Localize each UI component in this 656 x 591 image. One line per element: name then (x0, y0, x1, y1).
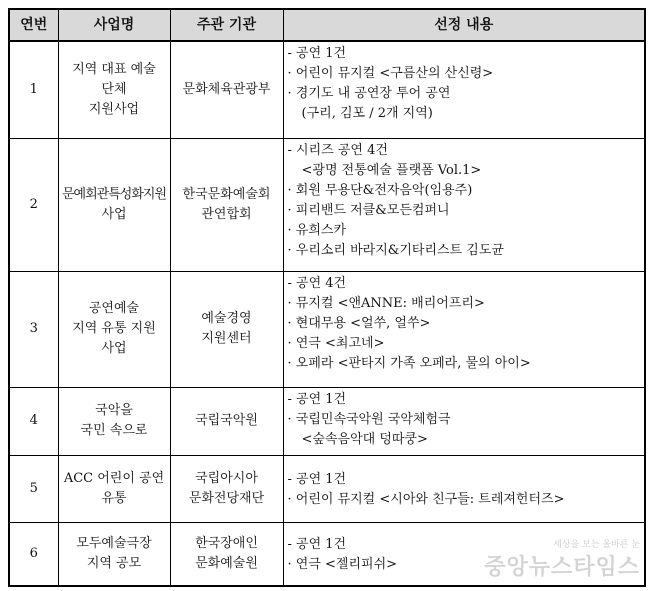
header-selection: 선정 내용 (283, 9, 645, 41)
detail-line: - 공연 1건 (287, 391, 347, 407)
project-line: 지역 대표 예술 (72, 61, 156, 77)
organizer (170, 522, 283, 586)
detail-line: · 어린이 뮤지컬 <시아와 친구들: 트레져헌터즈> (287, 491, 565, 507)
watermark-brand: 중앙뉴스타임스 (484, 555, 640, 580)
news-watermark (484, 537, 640, 581)
detail-line: · 우리소리 바라지&기타리스트 김도균 (287, 242, 504, 258)
detail-line: - 공연 1건 (287, 46, 347, 61)
organizer-line: 관연합회 (201, 206, 252, 222)
organizer-line: 한국장애인 (195, 535, 258, 551)
table-row (9, 41, 645, 138)
row-number: 3 (9, 271, 58, 387)
selection-details (283, 41, 645, 138)
project-line: 단체 (101, 81, 127, 97)
selection-details (283, 271, 645, 387)
detail-line: - 시리즈 공연 4건 (287, 142, 388, 158)
project-line: ACC 어린이 공연 (63, 470, 165, 486)
header-organization: 주관 기관 (170, 9, 283, 41)
organizer-line: 국립국악원 (195, 413, 258, 428)
detail-line: - 공연 1건 (287, 536, 347, 552)
selection-details (283, 138, 645, 271)
organizer (170, 138, 283, 271)
organizer-line: 국립아시아 (195, 470, 258, 486)
detail-line: (구리, 김포 / 2개 지역) (301, 106, 433, 121)
detail-line: · 국립민속국악원 국악체험극 (287, 411, 451, 427)
project-line: 사업 (101, 206, 127, 222)
table-row (9, 387, 645, 455)
organizer (170, 41, 283, 138)
detail-line: <광명 전통예술 플랫폼 Vol.1> (301, 162, 482, 178)
organizer (170, 271, 283, 387)
project-line: 유통 (101, 490, 127, 506)
table-header-row (9, 9, 645, 41)
project-name (58, 387, 170, 455)
detail-line: - 공연 1건 (287, 471, 347, 487)
project-line: 지원사업 (88, 101, 140, 117)
organizer-line: 지원센터 (201, 331, 252, 346)
detail-line: · 연극 <최고네> (287, 335, 385, 351)
watermark-slogan: 세상을 보는 올바른 눈 (553, 540, 640, 550)
organizer-line: 문화전당재단 (188, 490, 265, 506)
row-number: 1 (9, 41, 58, 138)
project-name (58, 41, 170, 138)
organizer-line: 문화체육관광부 (182, 81, 271, 97)
table-row (9, 455, 645, 522)
project-name (58, 138, 170, 271)
selection-details (283, 455, 645, 522)
organizer-line: 한국문화예술회 (182, 186, 271, 202)
detail-line: - 공연 4건 (287, 275, 347, 291)
selection-details (283, 387, 645, 455)
row-number: 6 (9, 522, 58, 586)
project-line: 지역 유통 지원 (72, 321, 156, 336)
project-line: 국악을 (95, 403, 133, 418)
organizer (170, 455, 283, 522)
organizer-line: 문화예술원 (195, 555, 258, 571)
detail-line: · 경기도 내 공연장 투어 공연 (287, 86, 451, 101)
project-line: 지역 공모 (86, 555, 142, 571)
project-line: 공연예술 (88, 301, 140, 316)
row-number: 5 (9, 455, 58, 522)
organizer-line: 예술경영 (201, 311, 252, 326)
detail-line: · 오페라 <판타지 가족 오페라, 물의 아이> (287, 355, 531, 371)
table-row (9, 138, 645, 271)
detail-line: · 유희스카 (287, 222, 346, 238)
selection-table (8, 8, 646, 587)
project-line: 국민 속으로 (80, 423, 148, 438)
detail-line: · 어린이 뮤지컬 <구름산의 산신령> (287, 66, 494, 81)
project-name (58, 522, 170, 586)
project-line: 모두예술극장 (76, 535, 152, 551)
project-name (58, 271, 170, 387)
detail-line: · 연극 <젤리피쉬> (287, 556, 398, 572)
detail-line: <숲속음악대 덩따쿵> (301, 431, 428, 447)
detail-line: · 회원 무용단&전자음악(임용주) (287, 182, 473, 198)
project-name (58, 455, 170, 522)
detail-line: · 피리밴드 저클&모든컴퍼니 (287, 202, 450, 218)
organizer (170, 387, 283, 455)
project-line: 문예회관특성화지원 (61, 186, 167, 202)
header-project: 사업명 (58, 9, 170, 41)
detail-line: · 현대무용 <얼쑤, 얼쑤> (287, 315, 431, 331)
detail-line: · 뮤지컬 <앤ANNE: 배리어프리> (287, 295, 485, 311)
row-number: 2 (9, 138, 58, 271)
project-line: 사업 (101, 341, 127, 356)
table-row (9, 271, 645, 387)
row-number: 4 (9, 387, 58, 455)
header-number: 연번 (9, 9, 58, 41)
